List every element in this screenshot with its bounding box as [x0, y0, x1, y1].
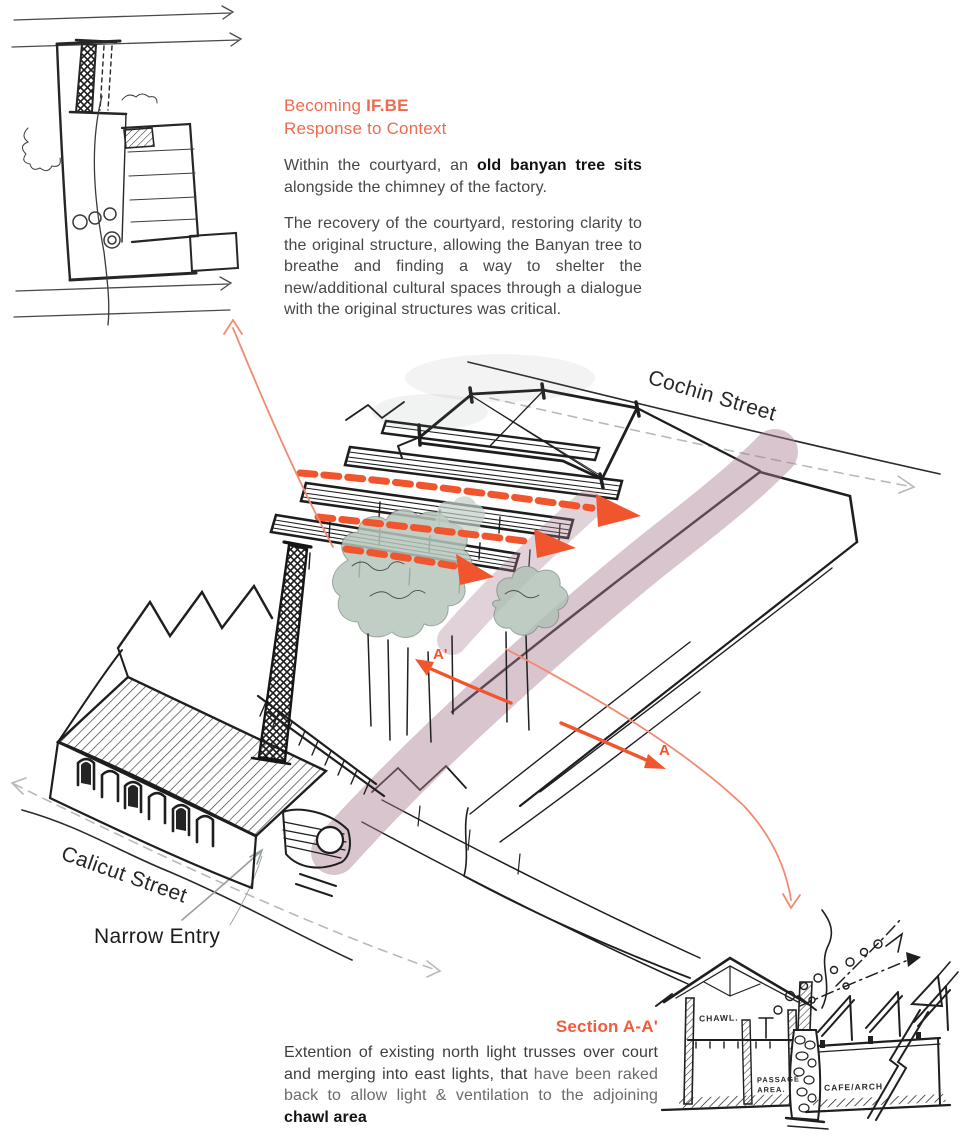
- context-sketch: [12, 6, 241, 325]
- light-arrows: [800, 910, 921, 1008]
- label-passage-area: [757, 1074, 801, 1094]
- title-prefix: Becoming: [284, 96, 367, 115]
- narrow-entry-label: Narrow Entry: [94, 925, 221, 948]
- para1-prefix: Within the courtyard, an: [284, 157, 477, 174]
- label-chawl: CHAWL.: [698, 1012, 739, 1024]
- title-brand: IF.BE: [366, 96, 409, 115]
- page-title: [284, 94, 642, 117]
- section-text-block: [284, 1017, 658, 1128]
- intro-paragraph-1: [284, 155, 642, 198]
- label-passage-line1: PASSAGE: [756, 1074, 801, 1085]
- flow-arrowhead-1: [596, 494, 641, 527]
- section-title: Section A-A': [555, 1017, 658, 1036]
- context-chimney: [76, 40, 116, 112]
- arrow-to-section-sketch: [506, 649, 800, 908]
- intro-text-block: [284, 94, 642, 321]
- section-marker-a: A: [659, 742, 670, 759]
- section-body-b: have been raked back to allow light & ventilation to the adjoining: [284, 1065, 658, 1104]
- section-paragraph: [284, 1042, 658, 1128]
- label-passage-line2: AREA.: [757, 1084, 786, 1095]
- arrow-to-context-sketch: [224, 320, 333, 547]
- street-label-cochin: Cochin Street: [645, 366, 779, 426]
- street-label-calicut: Calicut Street: [58, 842, 191, 908]
- air-bubbles: [774, 940, 882, 1014]
- page-subtitle: Response to Context: [284, 119, 447, 138]
- chimney-tower: [252, 542, 311, 764]
- para1-highlight: old banyan tree sits: [476, 157, 642, 174]
- intro-paragraph-2: The recovery of the courtyard, restoring clarity to the original structure, allowing the Banyan tree to breathe and finding a way to shelter the new/additional cultural spaces through a dialogue with the original structures was critical.: [284, 215, 642, 318]
- label-cafe-arch: CAFE/ARCH: [823, 1081, 884, 1093]
- section-marker-a-prime: A': [433, 646, 448, 663]
- section-body-highlight: chawl area: [284, 1108, 367, 1126]
- section-body-a: Extention of existing north light trusses over court and merging into east lights, that: [284, 1044, 658, 1083]
- para1-suffix: alongside the chimney of the factory.: [284, 178, 548, 196]
